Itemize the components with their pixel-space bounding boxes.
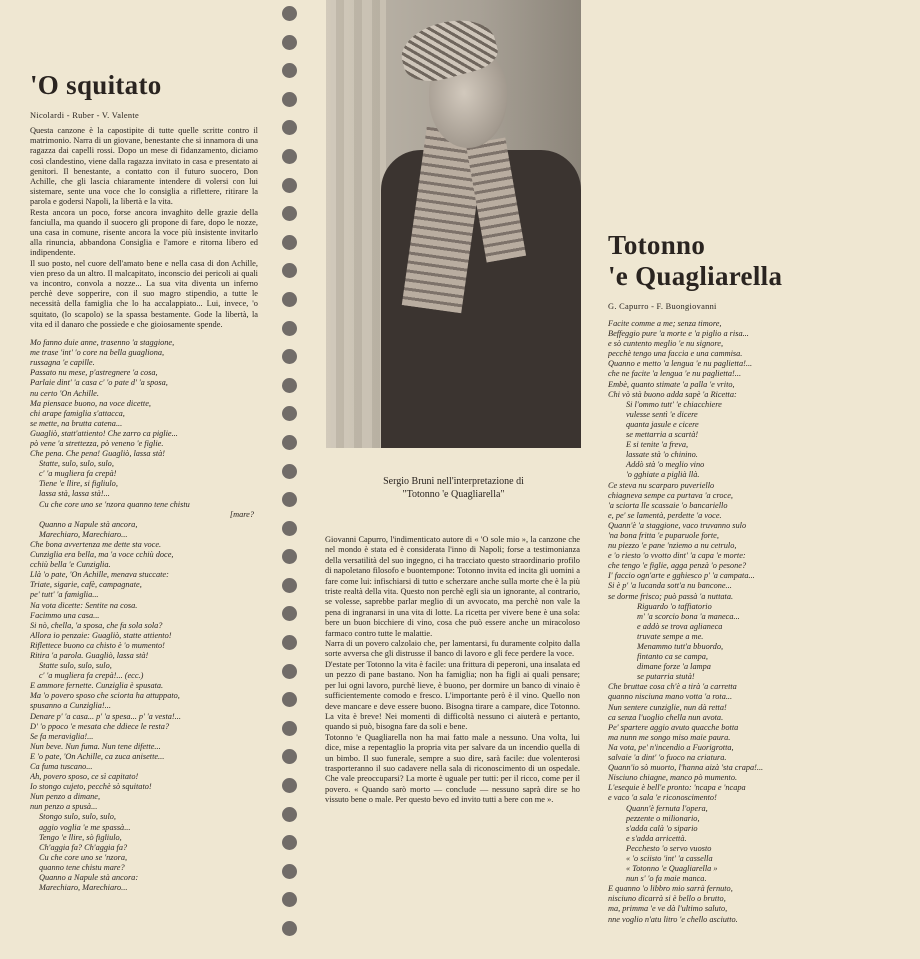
paragraph: Resta ancora un poco, forse ancora invaghito delle grazie della fanciulla, ma quando il suocero gli propone di fare, dopo le nozze, una casa in comune, risente ancora la voce più insistente invitarlo alla rinuncia, abbandona Consiglia e l'amore e ritorna libero ed indipendente. xyxy=(30,207,258,258)
lyric-line: Quanno a Napule stà ancora: xyxy=(39,873,139,883)
binding-hole xyxy=(282,349,297,364)
binding-hole xyxy=(282,635,297,650)
lyric-line: 'o gghiate a piglià llà. xyxy=(626,470,700,480)
lyric-line: me trase 'int' 'o core na bella guagliona, xyxy=(30,348,165,358)
lyric-line: nun s' 'o fa maie manca. xyxy=(626,874,707,884)
lyric-line: Ch'aggia fa? Ch'aggia fa? xyxy=(39,842,128,852)
lyric-line: e 'o riesto 'o vvotto dint' 'a capa 'e morte: xyxy=(608,551,746,561)
binding-hole xyxy=(282,406,297,421)
lyric-line: ca senza l'uoglio chella nun avota. xyxy=(608,712,724,722)
lyric-line: Ce steva nu scarparo puveriello xyxy=(608,480,715,490)
lyric-line: e sò cuntento meglio 'e nu signore, xyxy=(608,339,724,349)
lyric-line: Tengo 'e llire, sò figliulo, xyxy=(39,832,122,842)
lyric-line: Guagliò, statt'attiento! Che zarro ca piglie... xyxy=(30,428,178,438)
lyric-line: Statte sulo, sulo, sulo, xyxy=(39,661,112,671)
binding-hole xyxy=(282,664,297,679)
lyric-line: quanta jasule e cicere xyxy=(626,419,699,429)
lyric-line: Cunziglia era bella, ma 'a voce cchiù doce, xyxy=(30,550,174,560)
lyric-line: truvate sempe a me. xyxy=(637,631,704,641)
lyric-line: ma nunn me songo miso maie paura. xyxy=(608,732,731,742)
lyrics-totonno xyxy=(608,319,833,925)
binding-hole xyxy=(282,492,297,507)
song-authors-totonno: G. Capurro - F. Buongiovanni xyxy=(608,302,717,311)
lyric-line: cchiù bella 'e Cunziglia. xyxy=(30,560,111,570)
lyric-line: pò vene 'a strettezza, pò veneno 'e figlie. xyxy=(30,439,164,448)
lyric-line: E quanno 'o libbro mio sarrà fernuto, xyxy=(608,884,733,894)
paragraph: Narra di un povero calzolaio che, per lamentarsi, fu duramente colpito dalla sorte avversa che gli distrusse il banco di lavoro e gli fece perdere la voce. xyxy=(325,639,580,659)
binding-hole xyxy=(282,35,297,50)
binding-hole xyxy=(282,435,297,450)
lyric-line: 'a sciorta lle scassaie 'o bancariello xyxy=(608,500,728,510)
lyric-line: Marechiaro, Marechiaro... xyxy=(39,883,128,893)
lyric-line: aggio voglia 'e me spassà... xyxy=(39,822,131,832)
binding-hole xyxy=(282,721,297,736)
lyric-line: Quanno e metto 'a lengua 'e nu paglietta!... xyxy=(608,359,753,369)
lyric-line: Pe' spartere aggio avuto quacche botta xyxy=(608,722,739,732)
caption-line-2: "Totonno 'e Quagliarella" xyxy=(402,489,505,500)
lyric-line: Beffeggio pure 'a morte e 'a piglio a risa... xyxy=(608,329,749,339)
lyric-line: « 'o sciisto 'int' 'a cassella xyxy=(626,853,713,863)
binding-hole xyxy=(282,321,297,336)
lyric-line: Io stongo cujeto, pecchè sò squitato! xyxy=(30,782,152,792)
lyric-line: Statte, sulo, sulo, sulo, xyxy=(39,459,114,469)
binding-hole xyxy=(282,63,297,78)
lyric-line: E 'o pate, 'On Achille, ca zuca anisette... xyxy=(30,751,165,761)
lyric-line: L'esequie è bell'e pronto: 'ncapa e 'ncapa xyxy=(608,783,746,793)
lyric-line: c' 'a mugliera fa crepà! xyxy=(39,469,117,479)
lyric-line: E ammore fernette. Cunziglia è spusata. xyxy=(30,681,164,691)
binding-hole xyxy=(282,378,297,393)
lyric-line: Cu che core uno se 'nzora, xyxy=(39,852,128,862)
lyric-line: Parlaie dint' 'a casa c' 'o pate d' 'a sposa, xyxy=(30,378,168,388)
binding-hole xyxy=(282,178,297,193)
lyric-line: Addò stà 'o meglio vino xyxy=(626,460,705,470)
paragraph: Il suo posto, nel cuore dell'amato bene e nella casa di don Achille, vien preso da un altro. Il malcapitato, inconscio dei pericoli ai quali va incontro, convola a nozze... La sua vita diventa un inferno perchè deve sopperire, con il suo magro stipendio, a tutte le necessità della famiglia che lo ha accalappiato... Lui, invece, 'o squitato, (lo scapolo) se la spassa bestamente. Gode la libertà, la vita ed il danaro che possiede e che gioiosamente spende. xyxy=(30,258,258,329)
lyric-line: Stongo sulo, sulo, sulo, xyxy=(39,812,116,822)
photo-sergio-bruni xyxy=(326,0,581,448)
left-column xyxy=(30,70,258,893)
lyric-line: Mo fanno duie anne, trasenno 'a staggione, xyxy=(30,338,175,348)
lyric-line: e, pe' se lamentà, perdette 'a voce. xyxy=(608,510,722,520)
paragraph: Giovanni Capurro, l'indimenticato autore di « 'O sole mio », la canzone che nel mondo è stata ed è considerata l'inno di Napoli; forse a testimonianza della versatilità del suo ingegno, ci ha tracciato questo straordinario profilo di napoletano filosofo e buontempone: Totonno invita ed incita gli uomini a fare come lui: infischiarsi di tutto e scherzare anche sulla morte che è la più triste realtà della vita. Questo non perchè egli sia un ignorante, al contrario, se volesse, saprebbe parlar meglio di un avvocato, ma perchè non vale la pena di ingranarsi in una vita di lotte. La ricetta per vivere bene è una sola: bere un buon bicchiere di vino, cosa che può essere anche un miracoloso farmaco contro tutte le malattie. xyxy=(325,535,580,638)
lyric-line: nu certo 'On Achille. xyxy=(30,388,99,398)
binding-hole xyxy=(282,606,297,621)
lyric-line: Tiene 'e llire, si figliulo, xyxy=(39,479,118,489)
lyric-line: Ma piensace buono, na voce dicette, xyxy=(30,398,151,408)
lyric-line: Marechiaro, Marechiaro... xyxy=(39,529,128,539)
lyric-line: Ca fuma tuscano... xyxy=(30,762,93,771)
binding-hole xyxy=(282,778,297,793)
lyric-line: quanno nisciuna mano votta 'a rota... xyxy=(608,692,733,702)
lyric-line: Na vota, pe' n'incendio a Fuorigrotta, xyxy=(608,742,734,752)
lyric-line: Che bona avvertenza me dette sta voce. xyxy=(30,539,162,549)
binding-hole xyxy=(282,464,297,479)
lyric-line: Che pena. Che pena! Guagliò, lassa stà! xyxy=(30,449,166,459)
lyric-line: Quanno a Napule stà ancora, xyxy=(39,519,138,529)
song-title-totonno xyxy=(608,230,833,292)
paragraph: D'estate per Totonno la vita è facile: una frittura di peperoni, una insalata ed un pezzo di pane bastano. Non ha famiglia; non ha figli ai quali pensare; per lui ogni lavoro, purchè lieve, è buono, per dormire un banco di vinaio è sufficientemente comodo e fresco. L'importante però è il vino. Quello non deve mancare e deve essere buono. Bisogna tirare a campare, dice Totonno. La vita è breve! Nei momenti di difficoltà nessuno ci aiuterà e pertanto, quando si può, bisogna fare da soli e bene. xyxy=(325,659,580,732)
lyric-line: Ah, povero sposo, ce sì capitato! xyxy=(30,772,139,782)
lyric-line: Nun sentere cunziglie, nun dà retta! xyxy=(608,702,727,712)
lyric-line: nu piezzo 'e pane 'nziemo a nu cetrulo, xyxy=(608,541,737,551)
binding-hole xyxy=(282,292,297,307)
lyric-line: ma, primma 'e ve dà l'ultimo saluto, xyxy=(608,904,728,914)
binding-hole xyxy=(282,807,297,822)
lyric-line: Nun beve. Nun fuma. Nun tene difette... xyxy=(30,741,161,751)
lyric-line: e addò se trova aglianeca xyxy=(637,621,723,631)
lyric-line: E si tenite 'a freva, xyxy=(626,440,689,450)
lyric-line: e vaco 'a sala 'e riconoscimento! xyxy=(608,793,717,803)
lyric-line: Allora io penzaie: Guagliò, statte attiento! xyxy=(30,630,172,640)
lyric-line: Na vota dicette: Sentite na cosa. xyxy=(30,600,138,610)
title-line-2: 'e Quagliarella xyxy=(608,261,783,291)
lyric-line: Ma 'o povero sposo che sciorta ha attuppato, xyxy=(30,691,180,701)
lyric-line: spusanno a Cunziglia!... xyxy=(30,701,111,711)
lyric-line: e s'adda arricettà. xyxy=(626,833,687,843)
lyric-line: Facimmo una casa... xyxy=(30,610,100,620)
lyric-line: Che bruttae cosa ch'è a tirà 'a carretta xyxy=(608,682,737,692)
lyric-line: chi arape famiglia s'attacca, xyxy=(30,408,125,418)
lyric-line: « Totonno 'e Quagliarella » xyxy=(626,864,718,874)
lyric-line: m' 'a scorcio bona 'a maneca... xyxy=(637,611,740,621)
lyric-line: Quann'io sò muorto, l'hanna aizà 'sta crapa!... xyxy=(608,763,764,773)
paragraph: Totonno 'e Quagliarella non ha mai fatto male a nessuno. Una volta, lui dice, mise a repentaglio la propria vita per salvare da un incendio quella di un bimbo. Il suo funerale, sempre a suo dire, sarà facile: due volenterosi trasporteranno il suo cadavere nella sala di riconoscimento di un ospedale. Che vale preoccuparsi? La morte è uguale per tutti: per il ricco, come per il povero. « Quando sarò morto — conclude — nessuno saprà dire se ho vissuto bene o male. Per questo bevo ed invito tutti a bere con me ». xyxy=(325,732,580,805)
lyric-line: Pecchesto 'o servo vuosto xyxy=(626,843,712,853)
photo-caption xyxy=(326,475,581,501)
lyrics-o-squitato xyxy=(30,338,258,893)
photo-curtain xyxy=(326,0,386,448)
song-authors-o-squitato: Nicolardi - Ruber - V. Valente xyxy=(30,111,140,120)
lyric-line: quanno tene chistu mare? xyxy=(39,862,125,872)
lyric-line: Si l'ommo tutt' 'e chiacchiere xyxy=(626,399,722,409)
caption-line-1: Sergio Bruni nell'interpretazione di xyxy=(383,476,524,487)
lyric-line: se mettarria a scartà! xyxy=(626,430,699,440)
lyric-line: s'adda calà 'o sipario xyxy=(626,823,698,833)
lyric-line: nun penzo a spusà... xyxy=(30,802,98,812)
lyric-line: 'na bona fritta 'e puparuole forte, xyxy=(608,530,719,540)
lyric-line: che tengo 'e figlie, agga penzà 'o pesone? xyxy=(608,561,747,571)
song-title-o-squitato: 'O squitato xyxy=(30,70,162,100)
binding-hole xyxy=(282,578,297,593)
lyric-line: russagna 'e capille. xyxy=(30,358,95,368)
lyric-line: dimane forze 'a lampa xyxy=(637,662,711,672)
binding-hole xyxy=(282,892,297,907)
lyric-line: Embè, quanto stimate 'a palla 'e vrito, xyxy=(608,379,735,389)
lyric-line: Nisciuno chiagne, manco pò mumento. xyxy=(608,773,738,783)
binding-holes xyxy=(282,6,298,950)
binding-hole xyxy=(282,120,297,135)
binding-hole xyxy=(282,549,297,564)
lyric-line: fintanto ca se campa, xyxy=(637,652,708,662)
lyric-line: Quann'è fernuta l'opera, xyxy=(626,803,708,813)
lyric-line: Facite comme a me; senza timore, xyxy=(608,319,722,328)
lyric-line: Se fa meraviglia!... xyxy=(30,731,94,741)
lyric-line: se mette, na brutta catena... xyxy=(30,418,123,428)
binding-hole xyxy=(282,921,297,936)
lyric-line: Cu che core uno se 'nzora quanno tene chistu xyxy=(39,499,190,509)
lyric-line: Llà 'o pate, 'On Achille, menava stuccate: xyxy=(30,570,169,580)
binding-hole xyxy=(282,864,297,879)
lyric-line: Menammo tutt'a bbuordo, xyxy=(637,642,724,651)
binding-hole xyxy=(282,235,297,250)
binding-hole xyxy=(282,263,297,278)
binding-hole xyxy=(282,521,297,536)
right-column xyxy=(608,230,833,925)
left-prose xyxy=(30,126,258,330)
lyric-line: c' 'a mugliera fa crepà!... (ecc.) xyxy=(39,671,144,681)
lyric-line: Quann'è 'a staggione, vaco truvanno sulo xyxy=(608,520,747,530)
lyric-line: Ritira 'a parola. Guagliò, lassa stà! xyxy=(30,650,149,660)
lyric-line: vulesse sentì 'e dicere xyxy=(626,409,698,419)
lyric-line: lassate stà 'o chinino. xyxy=(626,450,698,460)
lyric-line: pe' tutt' 'a famiglia... xyxy=(30,590,99,600)
lyric-line: I' faccio ogn'arte e gghiesco p' 'a campata... xyxy=(608,571,755,581)
paragraph: Questa canzone è la capostipite di tutte quelle scritte contro il matrimonio. Narra di un giovane, benestante che si innamora di una ragazza dai capelli rossi. Dopo un mese di fidanzamento, diciamo così clandestino, viene dalla ragazza invitato in casa e presentato ai genitori. Il benestante, a contatto con il futuro suocero, Don Achille, che gli lascia chiaramente intendere di volersi con lui sistemare, sente una voce che lo consiglia a riflettere, ritirare la parola e godersi Napoli, la libertà e la vita. xyxy=(30,126,258,207)
lyric-line: se dorme frisco; può passà 'a nuttata. xyxy=(608,591,734,601)
lyric-line: Riguardo 'o taffiatorio xyxy=(637,601,712,611)
lyric-line: pezzente o milionario, xyxy=(626,813,700,823)
lyric-line: Triate, sigarie, cafè, campagnate, xyxy=(30,580,142,590)
binding-hole xyxy=(282,149,297,164)
lyric-line: Nun penzo a dimane, xyxy=(30,792,101,802)
lyric-line: salvaie 'a dint' 'o fuoco na criatura. xyxy=(608,753,727,763)
lyric-line: Si è p' 'a lucanda sott'a nu bancone... xyxy=(608,581,732,591)
binding-hole xyxy=(282,749,297,764)
lyric-line: che ne facite 'a lengua 'e nu paglietta!... xyxy=(608,369,742,379)
lyric-line: Denare p' 'a casa... p' 'a spesa... p' 'a vesta!... xyxy=(30,711,181,721)
lyric-line: nisciuno dicarrà si è bello o brutto, xyxy=(608,894,726,904)
lyric-line: Riflettece buono ca chisto è 'o mumento! xyxy=(30,640,165,650)
lyric-line: Passato nu mese, p'astregnere 'a cosa, xyxy=(30,368,158,378)
binding-hole xyxy=(282,692,297,707)
binding-hole xyxy=(282,6,297,21)
lyric-line: chiagneva sempe ca purtava 'a croce, xyxy=(608,490,733,500)
lyric-line: lassa stà, lassa stà!... xyxy=(39,489,110,499)
binding-hole xyxy=(282,92,297,107)
lyric-line: D' 'o ppoco 'e mesata che ddiece le resta? xyxy=(30,721,170,731)
lyric-line: se putarria stutà! xyxy=(637,672,695,682)
middle-column xyxy=(325,535,580,806)
lyric-line: pecchè tengo una faccia e una cammisa. xyxy=(608,349,743,359)
lyric-line: [mare? xyxy=(229,509,254,519)
title-line-1: Totonno xyxy=(608,230,706,260)
binding-hole xyxy=(282,206,297,221)
lyric-line: Si nò, chella, 'a sposa, che fa sola sola? xyxy=(30,620,163,630)
lyric-line: nne voglio n'atu litro 'e chello asciutto. xyxy=(608,914,738,924)
binding-hole xyxy=(282,835,297,850)
lyric-line: Chi vò stà buono adda sapè 'a Ricetta: xyxy=(608,389,737,399)
